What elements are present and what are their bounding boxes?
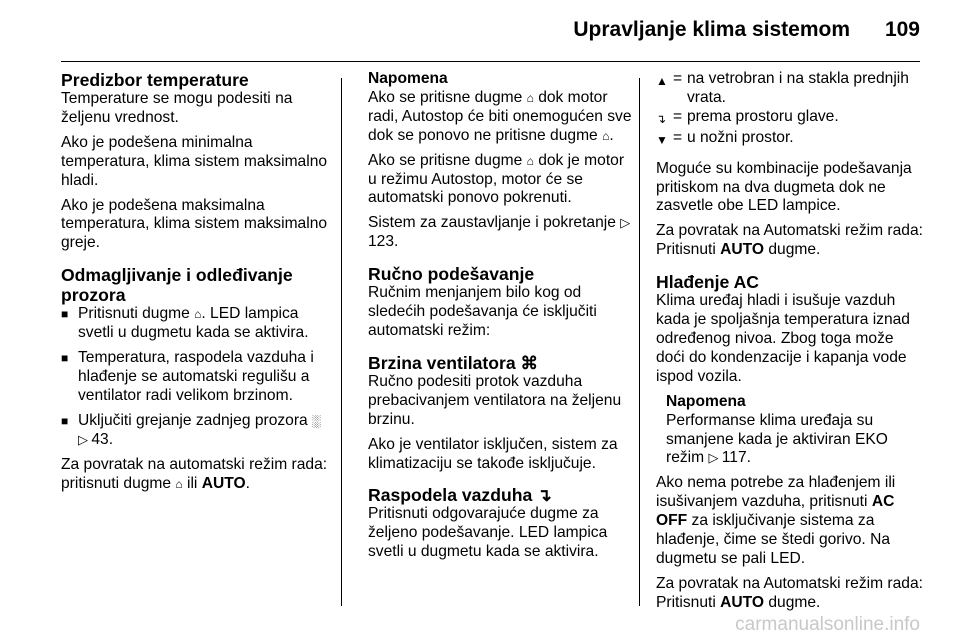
down-arrow-icon: ▼ [656,132,668,147]
bullet-item: ■ Uključiti grejanje zadnjeg prozora ░ ▷ 43. [61,412,333,450]
paragraph: Ručnim menjanjem bilo kog od sledećih podešavanja će isključiti automatski režim: [368,284,597,339]
paragraph: Pritisnuti odgovarajuće dugme za željeno podešavanje. LED lampica svetli u dugmetu kada se aktivira. [368,505,608,561]
column-3 [656,70,926,619]
page-header [0,0,960,62]
chapter-title: Upravljanje klima sistemom [573,18,850,41]
head-level-arrow-icon: ↴ [656,111,667,126]
section-heading: Hlađenje AC [656,272,759,293]
max-defrost-icon: ⌂ [526,90,534,105]
paragraph: Za povratak na Automatski režim rada: Pritisnuti AUTO dugme. [656,574,923,611]
fan-icon: ⌘ [520,352,539,373]
paragraph: Moguće su kombinacije podešavanja pritiskom na dva dugmeta dok ne zasvetle obe LED lampice. [656,159,912,215]
bullet-item: ■ Temperatura, raspodela vazduha i hlađenje se automatski regulišu a ventilator radi velikom brzinom. [61,349,333,406]
note-title: Napomena [368,70,448,87]
section-heading: Raspodela vazduha ↴ [368,485,552,506]
paragraph: Za povratak na automatski režim rada: pritisnuti dugme ⌂ ili AUTO. [61,455,328,492]
max-defrost-icon: ⌂ [602,128,610,143]
up-arrow-icon: ▲ [656,74,668,88]
column-divider [639,78,640,606]
paragraph: Ručno podesiti protok vazduha prebacivanjem ventilatora na željenu brzinu. [368,372,622,428]
air-distribution-icon: ↴ [537,485,552,506]
max-defrost-icon: ⌂ [175,476,183,491]
page-reference[interactable]: 117. [721,449,751,467]
rear-window-heating-icon: ░ [312,413,321,428]
paragraph: Ako je ventilator isključen, sistem za klimatizaciju se takođe isključuje. [368,435,618,472]
bullet-item: ■ Pritisnuti dugme ⌂. LED lampica svetli u dugmetu kada se aktivira. [61,305,333,343]
max-defrost-icon: ⌂ [194,307,202,322]
paragraph: Temperature se mogu podesiti na željenu vrednost. [61,90,293,126]
section-heading: Brzina ventilatora ⌘ [368,352,539,373]
column-1 [61,70,333,499]
paragraph: Ako nema potrebe za hlađenjem ili isušivanjem vazduha, pritisnuti AC OFF za isključivanje sistema za hlađenje, čime se štedi gorivo. Na dugmetu se pali LED. [656,474,896,567]
note-paragraph: Ako se pritisne dugme ⌂ dok je motor u režimu Autostop, motor će se automatski ponovo pokrenuti. [368,151,625,207]
page-ref-arrow-icon: ▷ [620,215,631,231]
page-reference[interactable]: 43. [91,430,114,448]
distribution-item: ↴ = prema prostoru glave. [656,108,926,129]
note-paragraph: Ako se pritisne dugme ⌂ dok motor radi, Autostop će biti onemogućen sve dok se ponovo ne pritisne dugme ⌂. [368,88,632,144]
max-defrost-icon: ⌂ [526,153,534,168]
distribution-item: ▼ = u nožni prostor. [656,129,926,150]
page-ref-arrow-icon: ▷ [708,450,719,466]
page-number: 109 [884,18,920,41]
page-reference[interactable]: 123. [368,233,399,251]
section-heading: Odmagljivanje i odleđivanje prozora [61,265,293,306]
column-divider [341,78,342,606]
paragraph: Ako je podešena minimalna temperatura, klima sistem maksimalno hladi. [61,133,328,189]
section-heading: Predizbor temperature [61,70,249,90]
paragraph: Ako je podešena maksimalna temperatura, klima sistem maksimalno greje. [61,196,328,252]
note-title: Napomena [666,392,746,410]
note-paragraph: Sistem za zaustavljanje i pokretanje ▷ 123. [368,214,631,251]
section-heading: Ručno podešavanje [368,264,535,285]
paragraph: Klima uređaj hladi i isušuje vazduh kada je spoljašnja temperatura iznad određenog nivoa. Zbog toga može doći do kondenzacije i kapanja vode ispod vozila. [656,292,910,385]
page-ref-arrow-icon: ▷ [78,431,88,447]
column-2 [368,70,633,568]
note-paragraph: Performanse klima uređaja su smanjene kada je aktiviran EKO režim ▷ 117. [666,411,888,467]
note-box [666,393,926,469]
watermark: carmanualsonline.info [735,614,920,635]
distribution-item: ▲ = na vetrobran i na stakla prednjih vrata. [656,70,909,106]
paragraph: Za povratak na Automatski režim rada: Pritisnuti AUTO dugme. [656,222,923,259]
header-rule [61,61,920,62]
